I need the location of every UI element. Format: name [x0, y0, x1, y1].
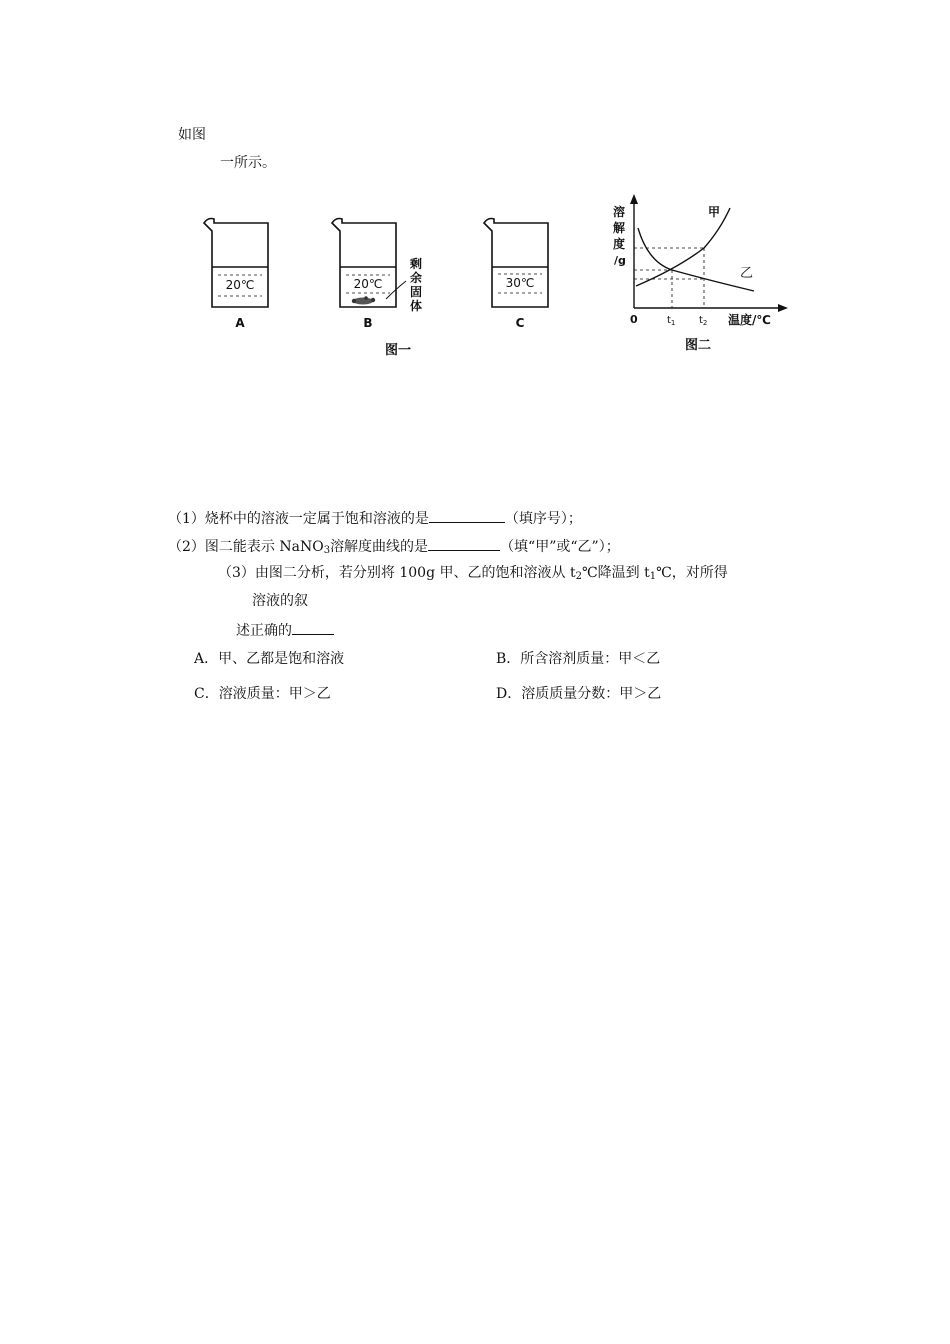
answer-blank-1[interactable]	[429, 508, 505, 523]
option-b[interactable]: B．所含溶剂质量：甲＜乙	[496, 651, 661, 667]
beaker-b-temp: 20℃	[353, 277, 383, 291]
beaker-b-annotation-3: 固	[410, 285, 423, 299]
curve-yi	[638, 228, 754, 291]
tick-t2: $t_2$	[699, 315, 708, 327]
option-a[interactable]: A．甲、乙都是饱和溶液	[194, 651, 345, 667]
beaker-b-annotation-2: 余	[410, 271, 423, 285]
series-yi-label: 乙	[740, 266, 754, 281]
beaker-a-temp: 20℃	[225, 278, 255, 292]
beaker-b	[332, 219, 422, 331]
tick-t1: $t_1$	[667, 315, 676, 327]
question-3-line-1: （3）由图二分析，若分别将 100g 甲、乙的饱和溶液从 $t_2℃$降温到 $t_1℃$，对所得	[218, 565, 728, 582]
figure-2-caption: 图二	[684, 338, 712, 353]
intro-line-1: 如图	[178, 127, 206, 143]
question-1: （1）烧杯中的溶液一定属于饱和溶液的是 （填序号）；	[168, 508, 582, 528]
figure-1	[190, 205, 450, 365]
y-label-3: 度	[613, 237, 626, 251]
x-label: 温度/℃	[728, 313, 771, 327]
figure-2	[608, 190, 798, 360]
beaker-c-temp: 30℃	[505, 276, 535, 290]
question-3-line-2: 溶液的叙	[252, 593, 308, 609]
option-d[interactable]: D．溶质质量分数：甲＞乙	[496, 686, 662, 702]
y-label-1: 溶	[613, 205, 626, 219]
beaker-c	[470, 205, 560, 335]
origin-label: 0	[630, 313, 638, 326]
curve-jia	[636, 208, 730, 286]
y-label-4: /g	[614, 254, 626, 267]
beaker-a-label: A	[235, 316, 245, 330]
remaining-solid	[352, 296, 375, 304]
beaker-a	[204, 219, 268, 331]
answer-blank-3[interactable]	[292, 620, 334, 635]
figure-1-caption: 图一	[384, 343, 412, 358]
beaker-b-label: B	[363, 316, 373, 330]
beaker-c-label: C	[515, 316, 525, 330]
y-label-2: 解	[613, 221, 626, 235]
question-2: （2）图二能表示 NaNO$_3$溶解度曲线的是 （填“甲”或“乙”）；	[168, 536, 620, 560]
beaker-b-annotation-4: 体	[410, 299, 423, 313]
beaker-b-annotation-1: 剩	[410, 257, 423, 271]
intro-line-2: 一所示。	[220, 155, 276, 171]
series-jia-label: 甲	[708, 205, 721, 219]
question-3-line-3: 述正确的	[236, 620, 334, 640]
option-c[interactable]: C．溶液质量：甲＞乙	[194, 686, 331, 702]
answer-blank-2[interactable]	[428, 536, 500, 551]
